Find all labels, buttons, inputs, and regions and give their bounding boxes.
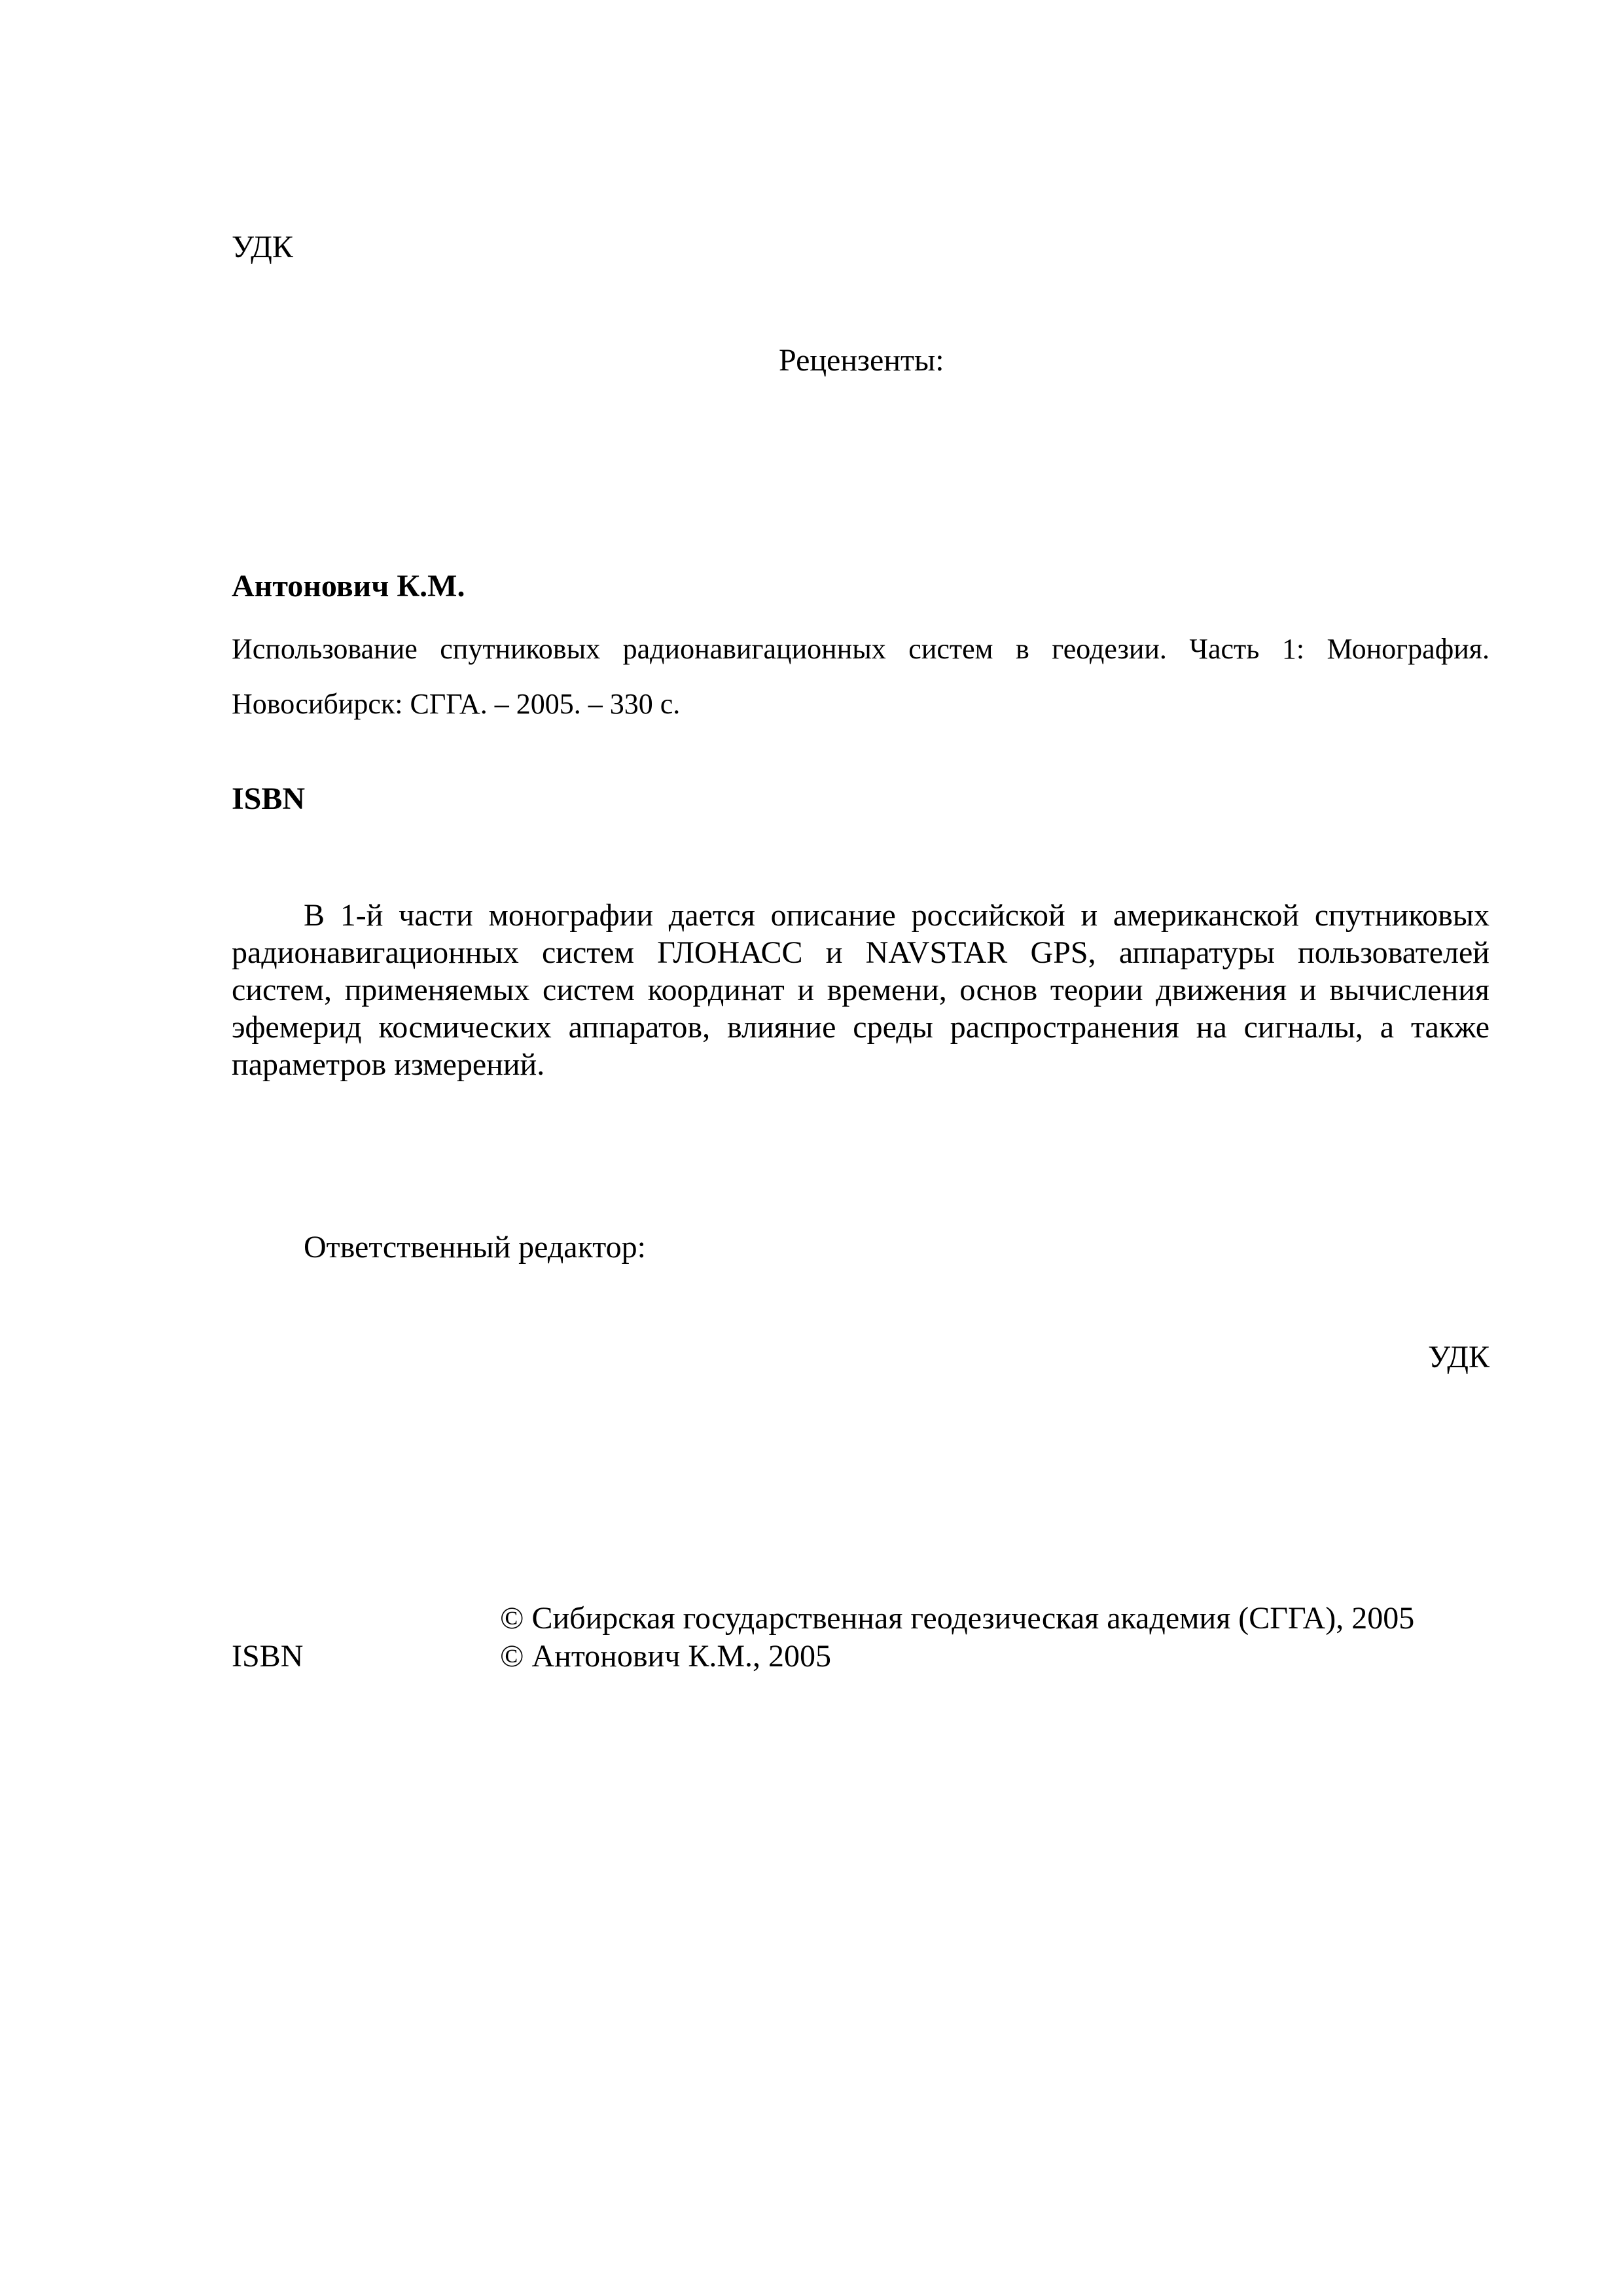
abstract-line: В 1-й части монографии дается описание российской и американской спутниковых (304, 898, 1489, 933)
abstract-line: параметров измерений. (232, 1047, 545, 1082)
copyright-author: © Антонович К.М., 2005 (500, 1639, 832, 1674)
abstract-line: эфемерид космических аппаратов, влияние среды распространения на сигналы, а также (232, 1010, 1489, 1045)
editor-label: Ответственный редактор: (304, 1230, 646, 1265)
udk-label-top: УДК (232, 230, 293, 264)
abstract-line: радионавигационных систем ГЛОНАСС и NAVSTAR GPS, аппаратуры пользователей (232, 935, 1489, 970)
bibliographic-citation (232, 622, 1489, 732)
abstract-paragraph (232, 897, 1489, 1083)
author-name: Антонович К.М. (232, 569, 465, 603)
udk-label-right: УДК (1428, 1340, 1489, 1374)
isbn-label: ISBN (232, 781, 306, 816)
abstract-line: систем, применяемых систем координат и времени, основ теории движения и вычисления (232, 973, 1489, 1007)
isbn-label-bottom: ISBN (232, 1639, 304, 1674)
citation-line-2: Новосибирск: СГГА. – 2005. – 330 с. (232, 688, 681, 720)
reviewers-label: Рецензенты: (779, 343, 944, 378)
citation-line-1: Использование спутниковых радионавигационных систем в геодезии. Часть 1: Монография. (232, 633, 1489, 665)
copyright-academy: © Сибирская государственная геодезическая академия (СГГА), 2005 (500, 1601, 1415, 1636)
